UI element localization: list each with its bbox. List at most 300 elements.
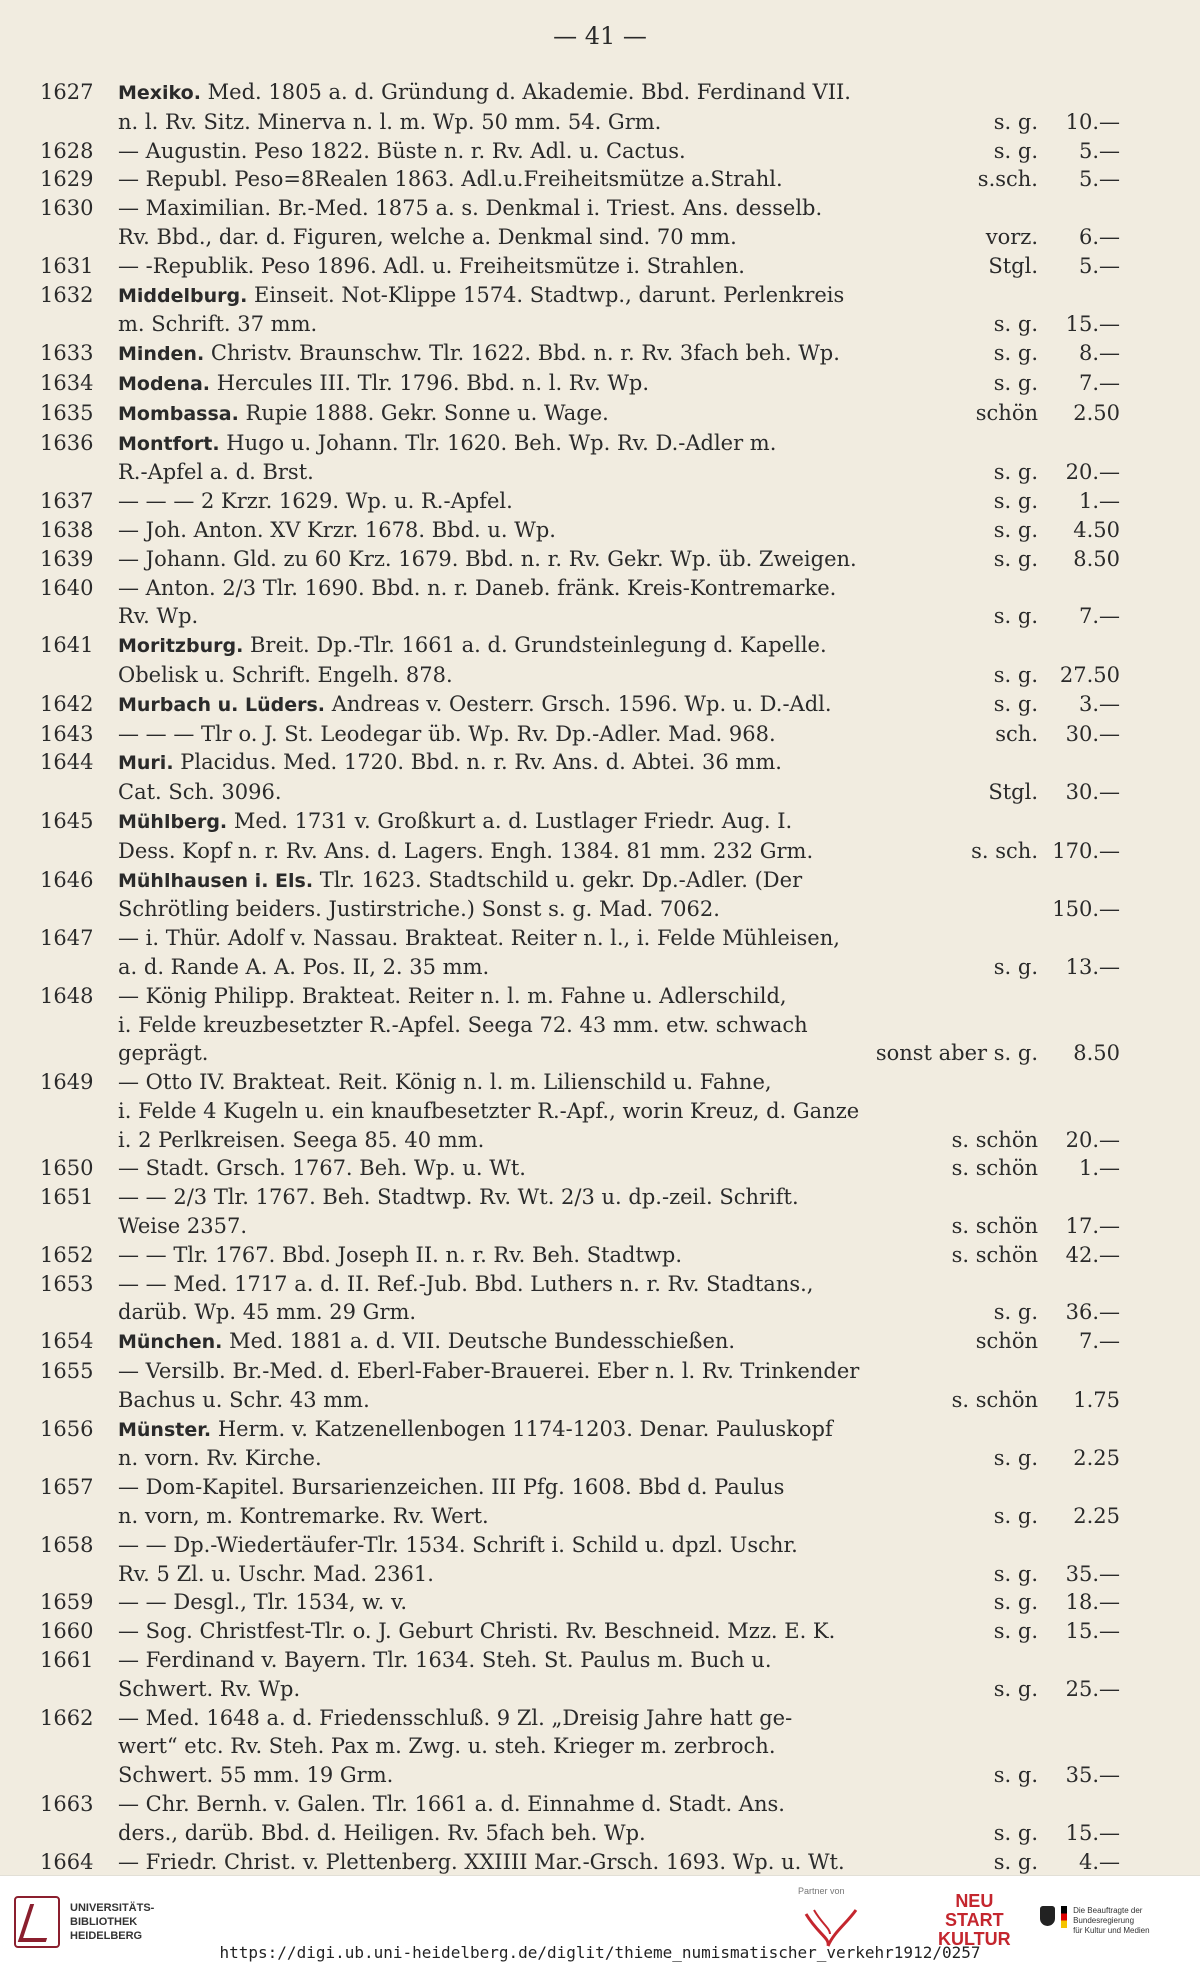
price: 5.— [1078, 138, 1120, 163]
entry-line [118, 78, 1120, 108]
entry-description [118, 545, 1120, 574]
price [1050, 1011, 1120, 1040]
entry-text [118, 661, 928, 690]
catalog-entry [40, 748, 1120, 807]
entry-text [118, 807, 928, 837]
entry-description [118, 1848, 1120, 1877]
catalog-entry [40, 78, 1120, 137]
condition-grade: vorz. [985, 224, 1038, 249]
entry-line [118, 458, 1120, 487]
entry-line [118, 1444, 1120, 1473]
heidelberg-logo-icon [14, 1896, 60, 1948]
catalog-entry [40, 1270, 1120, 1328]
entry-detail: Tlr. 1623. Stadtschild u. gekr. Dp.-Adler. (Der [319, 867, 803, 892]
entry-number: 1662 [40, 1705, 94, 1730]
price [1050, 1790, 1120, 1819]
entry-line [118, 1183, 1120, 1212]
price: 20.— [1065, 460, 1120, 485]
place-name: Muri. [118, 752, 174, 775]
condition-grade: s. g. [993, 1763, 1038, 1788]
entry-text [118, 399, 928, 429]
entry-detail: Rv. Bbd., dar. d. Figuren, welche a. Denkmal sind. 70 mm. [118, 224, 737, 249]
catalog-entry [40, 924, 1120, 982]
entry-line [118, 1011, 1120, 1040]
catalog-entry [40, 1790, 1120, 1848]
entry-line [118, 1327, 1120, 1357]
entry-line [118, 252, 1120, 281]
condition-grade: s. schön [951, 1156, 1038, 1181]
entry-detail: — Friedr. Christ. v. Plettenberg. XXIIII Mar.-Grsch. 1693. Wp. u. Wt. [118, 1849, 845, 1874]
entry-text [118, 1646, 928, 1675]
price: 170.— [1052, 838, 1120, 863]
entry-detail: — Stadt. Grsch. 1767. Beh. Wp. u. Wt. [118, 1156, 526, 1181]
entry-line [118, 1212, 1120, 1241]
condition-grade [928, 1270, 1050, 1299]
entry-description [118, 281, 1120, 340]
entry-detail: Rupie 1888. Gekr. Sonne u. Wage. [245, 400, 609, 425]
entry-number: 1628 [40, 138, 94, 163]
catalog-entry [40, 137, 1120, 166]
entry-text [118, 574, 928, 603]
entry-detail: — i. Thür. Adolf v. Nassau. Brakteat. Reiter n. l., i. Felde Mühleisen, [118, 926, 840, 951]
condition-grade [928, 1790, 1050, 1819]
entry-number: 1647 [40, 926, 94, 951]
condition-grade: s. g. [993, 604, 1038, 629]
entry-line [118, 1039, 1120, 1068]
price: 5.— [1078, 253, 1120, 278]
entry-number: 1650 [40, 1156, 94, 1181]
place-name: München. [118, 1331, 223, 1354]
entry-description [118, 1241, 1120, 1270]
entry-number: 1663 [40, 1792, 94, 1817]
condition-grade [928, 78, 1050, 108]
entry-number: 1657 [40, 1475, 94, 1500]
entry-detail: — Ferdinand v. Bayern. Tlr. 1634. Steh. St. Paulus m. Buch u. [118, 1648, 772, 1673]
condition-grade: s. schön [951, 1214, 1038, 1239]
catalog-entry [40, 1415, 1120, 1474]
entry-detail: — König Philipp. Brakteat. Reiter n. l. m. Fahne u. Adlerschild, [118, 983, 787, 1008]
entry-detail: — — Tlr. 1767. Bbd. Joseph II. n. r. Rv. Beh. Stadtwp. [118, 1242, 683, 1267]
entry-description [118, 369, 1120, 399]
place-name: Mühlhausen i. Els. [118, 869, 314, 892]
price: 36.— [1065, 1300, 1120, 1325]
entry-line [118, 748, 1120, 778]
entry-detail: — Maximilian. Br.-Med. 1875 a. s. Denkmal i. Triest. Ans. desselb. [118, 196, 823, 221]
catalog-entry [40, 399, 1120, 429]
catalog-entry [40, 1646, 1120, 1704]
condition-grade: s. g. [993, 1849, 1038, 1874]
condition-grade: s. schön [951, 1127, 1038, 1152]
place-name: Murbach u. Lüders. [118, 693, 326, 716]
entry-description [118, 574, 1120, 632]
entry-number: 1656 [40, 1416, 94, 1441]
condition-grade [928, 1732, 1050, 1761]
price: 17.— [1065, 1214, 1120, 1239]
entry-detail: Rv. 5 Zl. u. Uschr. Mad. 2361. [118, 1561, 434, 1586]
entry-line [118, 778, 1120, 807]
condition-grade [928, 1704, 1050, 1733]
entry-description [118, 1588, 1120, 1617]
federal-eagle-icon [1040, 1906, 1055, 1926]
entry-detail: n. vorn. Rv. Kirche. [118, 1446, 322, 1471]
entry-text [118, 1560, 928, 1589]
entry-line [118, 399, 1120, 429]
price: 1.— [1078, 1156, 1120, 1181]
entry-text [118, 1183, 928, 1212]
condition-grade: Stgl. [988, 253, 1038, 278]
entry-number: 1649 [40, 1070, 94, 1095]
entry-detail: — Johann. Gld. zu 60 Krz. 1679. Bbd. n. r. Rv. Gekr. Wp. üb. Zweigen. [118, 546, 857, 571]
entry-detail: n. vorn, m. Kontremarke. Rv. Wert. [118, 1504, 489, 1529]
entry-detail: n. l. Rv. Sitz. Minerva n. l. m. Wp. 50 mm. 54. Grm. [118, 109, 662, 134]
price: 2.50 [1073, 400, 1120, 425]
catalog-entry [40, 252, 1120, 281]
condition-grade [928, 1473, 1050, 1502]
entry-detail: — Med. 1648 a. d. Friedensschluß. 9 Zl. „Dreisig Jahre hatt ge- [118, 1705, 793, 1730]
entry-line [118, 108, 1120, 137]
price [1050, 1531, 1120, 1560]
condition-grade: sch. [995, 721, 1038, 746]
entry-line [118, 194, 1120, 223]
source-url[interactable]: https://digi.ub.uni-heidelberg.de/diglit/thieme_numismatischer_verkehr1912/0257 [219, 1943, 981, 1962]
price: 7.— [1078, 1329, 1120, 1354]
entry-detail: — Otto IV. Brakteat. Reit. König n. l. m. Lilienschild u. Fahne, [118, 1070, 772, 1095]
page-number: — 41 — [553, 22, 647, 50]
entry-line [118, 165, 1120, 194]
price: 6.— [1078, 224, 1120, 249]
price [1050, 1415, 1120, 1445]
entry-description [118, 1357, 1120, 1415]
entry-line [118, 310, 1120, 339]
condition-grade: s. g. [993, 370, 1038, 395]
catalog-entry [40, 866, 1120, 925]
price [1050, 1704, 1120, 1733]
entry-line [118, 631, 1120, 661]
condition-grade: s. g. [993, 109, 1038, 134]
entry-number: 1660 [40, 1619, 94, 1644]
condition-grade: s. g. [993, 517, 1038, 542]
entry-number: 1642 [40, 691, 94, 716]
entry-line [118, 1298, 1120, 1327]
entry-detail: Christv. Braunschw. Tlr. 1622. Bbd. n. r. Rv. 3fach beh. Wp. [210, 341, 840, 366]
price: 30.— [1065, 721, 1120, 746]
entry-description [118, 1154, 1120, 1183]
catalog-entry [40, 690, 1120, 720]
entry-line [118, 223, 1120, 252]
catalog-entry [40, 631, 1120, 690]
entry-number: 1633 [40, 341, 94, 366]
entry-detail: — Augustin. Peso 1822. Büste n. r. Rv. Adl. u. Cactus. [118, 138, 686, 163]
entry-detail: Breit. Dp.-Tlr. 1661 a. d. Grundsteinlegung d. Kapelle. [250, 633, 827, 658]
university-library-logo[interactable] [14, 1896, 154, 1948]
place-name: Mühlberg. [118, 810, 228, 833]
entry-detail: — Versilb. Br.-Med. d. Eberl-Faber-Brauerei. Eber n. l. Rv. Trinkender [118, 1359, 860, 1384]
entry-text [118, 429, 928, 459]
bkm-label: Die Beauftragte der Bundesregierung für Kultur und Medien [1073, 1906, 1150, 1935]
entry-text [118, 1011, 928, 1040]
price [1050, 1357, 1120, 1386]
price [1050, 807, 1120, 837]
entry-detail: — — — Tlr o. J. St. Leodegar üb. Wp. Rv. Dp.-Adler. Mad. 968. [118, 721, 776, 746]
entry-description [118, 866, 1120, 925]
entry-line [118, 690, 1120, 720]
price: 25.— [1065, 1676, 1120, 1701]
entry-line [118, 895, 1120, 924]
entry-number: 1658 [40, 1532, 94, 1557]
entry-line [118, 924, 1120, 953]
condition-grade [928, 194, 1050, 223]
condition-grade: s. schön [951, 1242, 1038, 1267]
entry-text [118, 108, 928, 137]
condition-grade: s. g. [993, 312, 1038, 337]
condition-grade: schön [975, 400, 1038, 425]
entry-text [118, 1473, 928, 1502]
entry-line [118, 1154, 1120, 1183]
entry-text [118, 1327, 928, 1357]
condition-grade [928, 1357, 1050, 1386]
entry-text [118, 1848, 928, 1877]
entry-line [118, 429, 1120, 459]
bkm-logo[interactable] [1040, 1906, 1200, 1936]
entry-detail: wert“ etc. Rv. Steh. Pax m. Zwg. u. steh. Krieger m. zerbroch. [118, 1734, 776, 1759]
price: 42.— [1065, 1242, 1120, 1267]
catalog-entry [40, 1068, 1120, 1154]
price [1050, 194, 1120, 223]
entry-detail: Herm. v. Katzenellenbogen 1174-1203. Denar. Pauluskopf [217, 1416, 833, 1441]
entry-text [118, 487, 928, 516]
entry-detail: — — Desgl., Tlr. 1534, w. v. [118, 1590, 408, 1615]
entry-description [118, 339, 1120, 369]
entry-text [118, 223, 928, 252]
entry-number: 1648 [40, 983, 94, 1008]
entry-description [118, 1183, 1120, 1241]
entry-number: 1629 [40, 167, 94, 192]
catalog-entry [40, 281, 1120, 340]
entry-description [118, 807, 1120, 866]
entry-line [118, 982, 1120, 1011]
entry-line [118, 574, 1120, 603]
entry-text [118, 310, 928, 339]
entry-description [118, 982, 1120, 1068]
condition-grade: s. g. [993, 954, 1038, 979]
price: 35.— [1065, 1561, 1120, 1586]
condition-grade [928, 281, 1050, 311]
entry-text [118, 690, 928, 720]
entry-text [118, 1704, 928, 1733]
price [1050, 574, 1120, 603]
entry-text [118, 1444, 928, 1473]
entry-text [118, 281, 928, 311]
entry-line [118, 1415, 1120, 1445]
condition-grade: s. g. [993, 489, 1038, 514]
entry-line [118, 1531, 1120, 1560]
price: 8.50 [1073, 1041, 1120, 1066]
entry-text [118, 1531, 928, 1560]
entry-line [118, 661, 1120, 690]
entry-number: 1631 [40, 253, 94, 278]
entry-description [118, 78, 1120, 137]
entry-description [118, 137, 1120, 166]
condition-grade [928, 631, 1050, 661]
entry-text [118, 78, 928, 108]
entry-description [118, 1270, 1120, 1328]
entry-line [118, 1675, 1120, 1704]
entry-text [118, 1761, 928, 1790]
entry-description [118, 748, 1120, 807]
condition-grade [928, 748, 1050, 778]
entry-text [118, 1386, 928, 1415]
price [1050, 78, 1120, 108]
entry-line [118, 1386, 1120, 1415]
entry-description [118, 487, 1120, 516]
price: 150.— [1052, 897, 1120, 922]
catalog-entry [40, 487, 1120, 516]
catalog-entry [40, 720, 1120, 749]
entry-line [118, 953, 1120, 982]
entry-text [118, 1241, 928, 1270]
entry-line [118, 1241, 1120, 1270]
entry-description [118, 924, 1120, 982]
price [1050, 281, 1120, 311]
price: 7.— [1078, 370, 1120, 395]
entry-text [118, 1298, 928, 1327]
partner-label: Partner von [798, 1886, 845, 1896]
entry-description [118, 1646, 1120, 1704]
condition-grade: s. g. [993, 341, 1038, 366]
entry-text [118, 165, 928, 194]
entry-text [118, 339, 928, 369]
price [1050, 1097, 1120, 1126]
entry-detail: — Republ. Peso=8Realen 1863. Adl.u.Freiheitsmütze a.Strahl. [118, 167, 783, 192]
entry-detail: Placidus. Med. 1720. Bbd. n. r. Rv. Ans. d. Abtei. 36 mm. [180, 750, 782, 775]
entry-number: 1661 [40, 1648, 94, 1673]
entry-text [118, 1790, 928, 1819]
entry-description [118, 690, 1120, 720]
price [1050, 1183, 1120, 1212]
entry-number: 1646 [40, 867, 94, 892]
price [1050, 1270, 1120, 1299]
entry-number: 1664 [40, 1849, 94, 1874]
condition-grade [928, 1646, 1050, 1675]
neustart-kultur-logo[interactable]: NEU START KULTUR [938, 1891, 1011, 1949]
entry-text [118, 1154, 928, 1183]
condition-grade: s. g. [993, 1676, 1038, 1701]
entry-description [118, 252, 1120, 281]
entry-text [118, 1617, 928, 1646]
entry-line [118, 1068, 1120, 1097]
condition-grade [928, 574, 1050, 603]
entry-text [118, 866, 928, 896]
catalog-entry [40, 369, 1120, 399]
entry-text [118, 252, 928, 281]
entry-description [118, 516, 1120, 545]
footer-bar [0, 1875, 1200, 1972]
entry-text [118, 1357, 928, 1386]
entry-line [118, 837, 1120, 866]
entry-line [118, 487, 1120, 516]
entry-number: 1638 [40, 517, 94, 542]
entry-text [118, 369, 928, 399]
entry-text [118, 1097, 928, 1126]
entry-text [118, 1415, 928, 1445]
entry-detail: Andreas v. Oesterr. Grsch. 1596. Wp. u. D.-Adl. [331, 691, 832, 716]
condition-grade: s. g. [993, 1619, 1038, 1644]
catalog-entry [40, 545, 1120, 574]
entry-detail: Rv. Wp. [118, 604, 199, 629]
price [1050, 748, 1120, 778]
entry-line [118, 1126, 1120, 1155]
entry-line [118, 1473, 1120, 1502]
entry-text [118, 1212, 928, 1241]
entry-line [118, 1819, 1120, 1848]
catalog-entry [40, 429, 1120, 488]
entry-detail: Schwert. Rv. Wp. [118, 1676, 301, 1701]
catalog-entry [40, 1588, 1120, 1617]
entry-number: 1636 [40, 430, 94, 455]
entry-detail: — Chr. Bernh. v. Galen. Tlr. 1661 a. d. Einnahme d. Stadt. Ans. [118, 1792, 785, 1817]
entry-text [118, 458, 928, 487]
price: 35.— [1065, 1763, 1120, 1788]
entry-detail: Med. 1881 a. d. VII. Deutsche Bundesschießen. [229, 1329, 736, 1354]
catalog-entry [40, 1848, 1120, 1877]
entry-line [118, 1357, 1120, 1386]
entry-detail: — — Med. 1717 a. d. II. Ref.-Jub. Bbd. Luthers n. r. Rv. Stadtans., [118, 1271, 814, 1296]
condition-grade: s.sch. [977, 167, 1038, 192]
price [1050, 631, 1120, 661]
entry-text [118, 778, 928, 807]
entry-line [118, 339, 1120, 369]
entry-number: 1635 [40, 400, 94, 425]
price: 2.25 [1073, 1446, 1120, 1471]
entry-text [118, 516, 928, 545]
entry-detail: Med. 1805 a. d. Gründung d. Akademie. Bbd. Ferdinand VII. [207, 80, 851, 104]
price [1050, 866, 1120, 896]
entry-description [118, 1790, 1120, 1848]
place-name: Mombassa. [118, 402, 239, 425]
entry-description [118, 1068, 1120, 1154]
entry-detail: Hercules III. Tlr. 1796. Bbd. n. l. Rv. Wp. [216, 370, 650, 395]
entry-number: 1634 [40, 370, 94, 395]
entry-text [118, 895, 928, 924]
entry-description [118, 1415, 1120, 1474]
entry-description [118, 399, 1120, 429]
catalog-entry [40, 1241, 1120, 1270]
condition-grade [928, 1068, 1050, 1097]
entry-detail: — — 2/3 Tlr. 1767. Beh. Stadtwp. Rv. Wt. 2/3 u. dp.-zeil. Schrift. [118, 1185, 799, 1210]
price [1050, 1473, 1120, 1502]
entry-description [118, 1327, 1120, 1357]
price: 15.— [1065, 1619, 1120, 1644]
entry-text [118, 720, 928, 749]
entry-detail: — -Republik. Peso 1896. Adl. u. Freiheitsmütze i. Strahlen. [118, 253, 745, 278]
entry-detail: Dess. Kopf n. r. Rv. Ans. d. Lagers. Engh. 1384. 81 mm. 232 Grm. [118, 838, 814, 863]
catalog-entry [40, 194, 1120, 252]
condition-grade: s. schön [951, 1387, 1038, 1412]
entry-detail: darüb. Wp. 45 mm. 29 Grm. [118, 1300, 417, 1325]
entry-number: 1654 [40, 1329, 94, 1354]
entry-text [118, 545, 928, 574]
condition-grade: s. g. [993, 460, 1038, 485]
entry-text [118, 1270, 928, 1299]
entry-detail: Schwert. 55 mm. 19 Grm. [118, 1763, 394, 1788]
catalog-entry [40, 1183, 1120, 1241]
price: 18.— [1065, 1590, 1120, 1615]
partner-logo-icon [800, 1904, 860, 1948]
entry-line [118, 1097, 1120, 1126]
price: 20.— [1065, 1127, 1120, 1152]
price: 27.50 [1059, 662, 1120, 687]
catalog-entry [40, 516, 1120, 545]
